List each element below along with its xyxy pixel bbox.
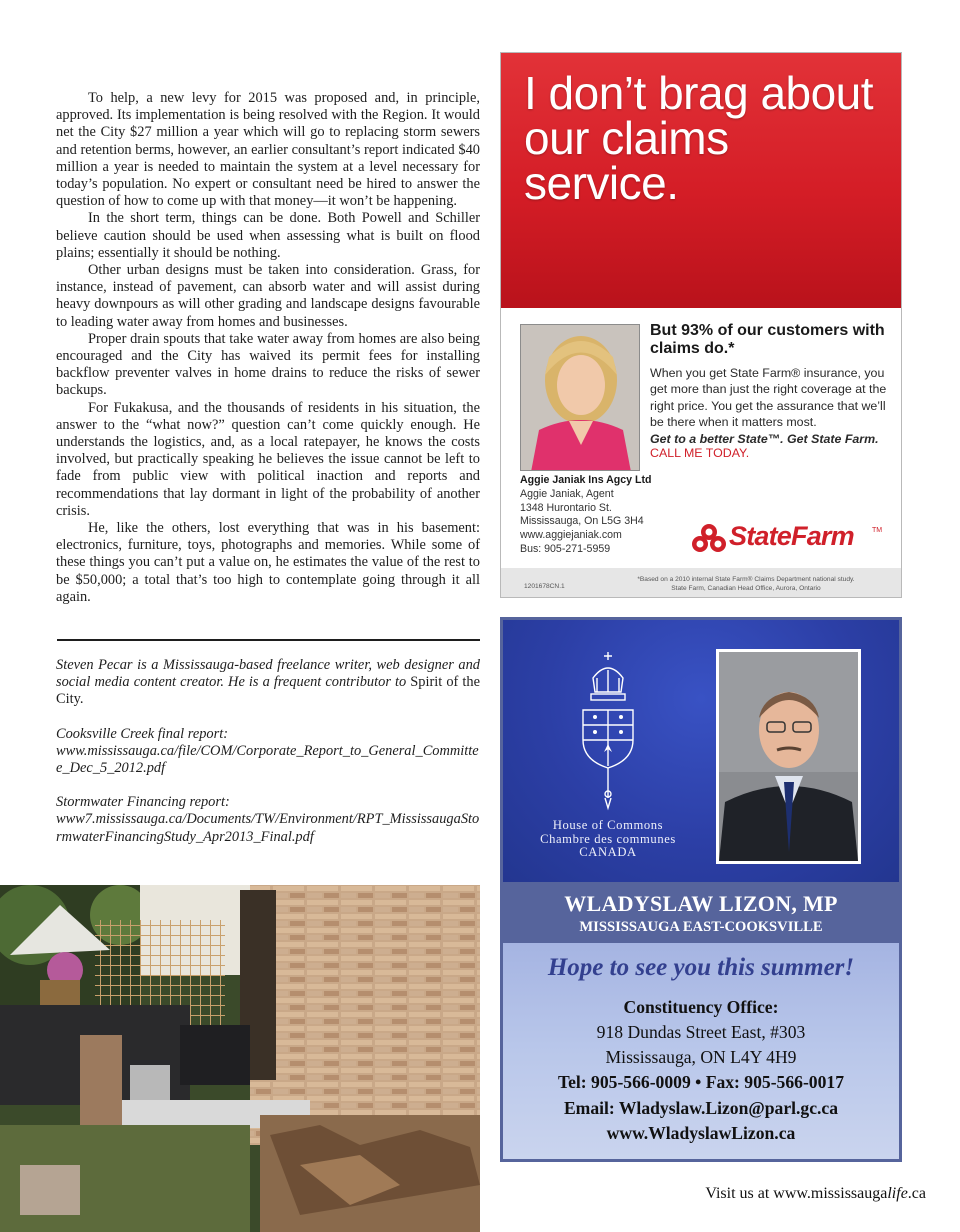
reference-url[interactable]: www.mississauga.ca/file/COM/Corporate_Report_to_General_Committee_Dec_5_2012.pdf	[56, 742, 479, 777]
article-paragraph: In the short term, things can be done. Both Powell and Schiller believe caution should be used when assessing what is built on flood plains; essentially it should be nothing.	[56, 210, 480, 261]
agent-name: Aggie Janiak, Agent	[520, 487, 614, 500]
ad-disclaimer-line: *Based on a 2010 internal State Farm® Claims Department national study.	[637, 576, 855, 583]
ad-disclaimer	[601, 575, 891, 593]
reference-stormwater	[56, 794, 480, 846]
ad-subheadline: But 93% of our customers with claims do.*	[650, 322, 885, 357]
agent-website[interactable]: www.aggiejaniak.com	[520, 529, 622, 542]
author-bio-text: Steven Pecar is a Mississauga-based freelance writer, web designer and social media content creator. He is a frequent contributor to	[56, 657, 480, 691]
article-body	[56, 90, 480, 606]
state-farm-rings-icon	[691, 523, 727, 553]
mp-name: WLADYSLAW LIZON, MP	[564, 891, 838, 916]
ad-tagline: Get to a better State™. Get State Farm.	[650, 431, 879, 446]
mp-ad	[500, 617, 902, 1162]
ad-call-to-action: CALL ME TODAY.	[650, 446, 750, 460]
author-notes	[56, 657, 480, 863]
page-footer	[705, 1185, 926, 1203]
house-name-fr: Chambre des communes	[540, 831, 676, 846]
state-farm-ad	[500, 52, 902, 598]
agency-name: Aggie Janiak Ins Agcy Ltd	[520, 474, 652, 486]
flood-debris-photo	[0, 885, 480, 1232]
country-name: CANADA	[579, 845, 637, 860]
office-label: Constituency Office:	[623, 997, 779, 1017]
agent-street: 1348 Hurontario St.	[520, 501, 612, 514]
mp-photo	[716, 649, 861, 864]
ad-body-text: When you get State Farm® insurance, you get more than just the right coverage at the right price. You get the assurance that we’ll be there when it matters most.	[650, 366, 887, 430]
footer-suffix[interactable]: .ca	[907, 1185, 926, 1202]
ad-body	[650, 365, 895, 447]
article-paragraph: For Fukakusa, and the thousands of residents in his situation, the answer to the “what now?” question can’t come quickly enough. He understands the logistics, and, as a local ratepayer, he knows the costs involved, but practically speaking he believes the issue cannot be left to fade from public view with political inaction and reports and recommendations that lay dormant in light of the probability of another crisis.	[56, 399, 480, 519]
office-address-line2: Mississauga, ON L4Y 4H9	[605, 1047, 797, 1067]
office-address-line1: 918 Dundas Street East, #303	[596, 1022, 806, 1042]
agent-city: Mississauga, On L5G 3H4	[520, 515, 644, 528]
agent-phone: Bus: 905-271-5959	[520, 542, 611, 555]
house-of-commons-label	[517, 819, 699, 860]
state-farm-logo	[691, 523, 891, 557]
footer-life[interactable]: life	[887, 1185, 908, 1202]
reference-label: Stormwater Financing report:	[56, 794, 230, 811]
ad-code: 1201678CN.1	[524, 583, 565, 590]
house-of-commons-crest-icon	[575, 648, 641, 814]
article-paragraph: Other urban designs must be taken into consideration. Grass, for instance, instead of pavement, can absorb water and will assist during heavy downpours as will other grading and landscape designs favourable to leading water away from homes and businesses.	[56, 262, 480, 330]
mp-riding: MISSISSAUGA EAST-COOKSVILLE	[579, 919, 823, 935]
office-email[interactable]: Email: Wladyslaw.Lizon@parl.gc.ca	[563, 1098, 839, 1118]
mp-website[interactable]: www.WladyslawLizon.ca	[606, 1123, 796, 1143]
logo-wordmark: StateFarm	[729, 521, 854, 551]
article-paragraph: He, like the others, lost everything that was in his basement: electronics, furniture, toys, photographs and memories. While some of these things you can’t put a value on, he estimates the value of the rest to be $50,000; a total that’s too high to contemplate going through it all again.	[56, 520, 480, 605]
ad-headline: I don’t brag about our claims service.	[524, 67, 874, 209]
logo-trademark: TM	[872, 527, 883, 534]
office-phone-fax: Tel: 905-566-0009 • Fax: 905-566-0017	[557, 1072, 844, 1092]
house-name-en: House of Commons	[552, 818, 664, 832]
footer-prefix[interactable]: Visit us at www.mississauga	[705, 1185, 888, 1202]
section-divider	[57, 639, 480, 641]
agent-contact-block	[520, 474, 680, 557]
article-paragraph: Proper drain spouts that take water away from homes are also being encouraged and the City has waived its permit fees for installing backflow preventer valves in home drains to reduce the risks of sewer backups.	[56, 330, 480, 399]
author-bio	[56, 657, 480, 709]
reference-label: Cooksville Creek final report:	[56, 725, 228, 742]
mp-greeting: Hope to see you this summer!	[547, 954, 855, 981]
publication-name: Spirit of the City.	[56, 674, 481, 708]
ad-disclaimer-line: State Farm, Canadian Head Office, Aurora, Ontario	[671, 585, 821, 592]
reference-cooksville	[56, 726, 480, 778]
article-paragraph: To help, a new levy for 2015 was proposed and, in principle, approved. Its implementation is being resolved with the Region. It would net the City $27 million a year which will go to replacing storm sewers and retention berms, however, an earlier consultant’s report indicated $40 million a year is needed to maintain the system at a level necessary for today’s population. No expert or consultant need be hired to answer the question of how to come up with that money—it won’t be happening.	[56, 90, 480, 210]
agent-photo	[520, 324, 640, 471]
reference-url[interactable]: www7.mississauga.ca/Documents/TW/Environment/RPT_MississaugaStormwaterFinancingStudy_Apr2013_Final.pdf	[56, 811, 480, 845]
